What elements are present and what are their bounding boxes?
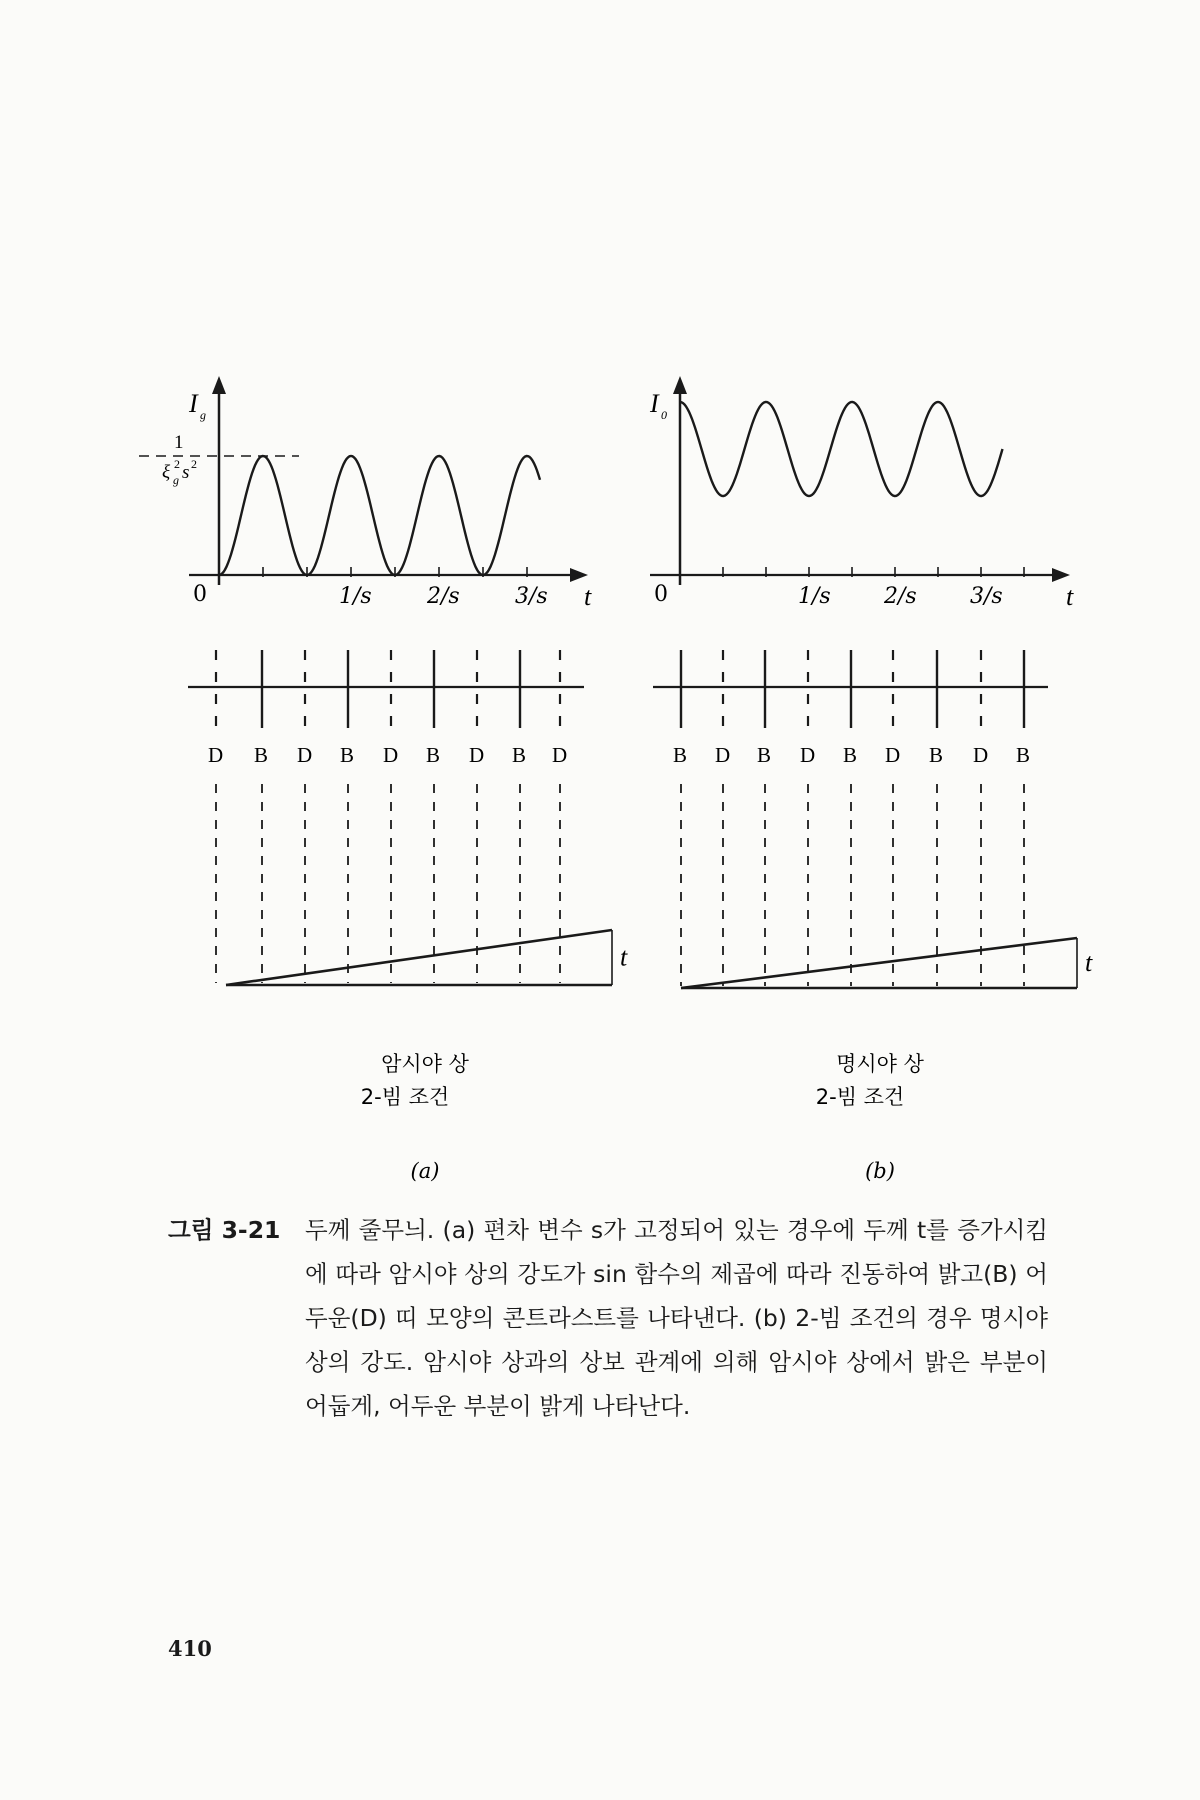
x-tick-label: 1/s bbox=[339, 584, 372, 609]
panel-title-line2: 2-빔 조건 bbox=[360, 1085, 450, 1109]
band-label: B bbox=[673, 743, 688, 767]
x-tick-label: 3/s bbox=[970, 584, 1003, 609]
y-axis-label-subscript: g bbox=[200, 408, 206, 422]
figure-caption bbox=[168, 1208, 1068, 1428]
y-axis-arrow bbox=[673, 376, 687, 394]
wedge-thickness-label: t bbox=[620, 942, 628, 972]
x-tick-label: 2/s bbox=[884, 584, 917, 609]
band-label: B bbox=[426, 743, 441, 767]
panel-title-line2: 2-빔 조건 bbox=[815, 1085, 905, 1109]
wedge-top bbox=[681, 938, 1077, 988]
band-label: D bbox=[208, 743, 224, 767]
panel-title-line1: 명시야 상 bbox=[836, 1052, 924, 1076]
band-label: D bbox=[800, 743, 816, 767]
origin-label: 0 bbox=[654, 582, 668, 607]
x-axis-label: t bbox=[584, 582, 592, 611]
panel-title-line1: 암시야 상 bbox=[381, 1052, 469, 1076]
figure-number: 그림 3-21 bbox=[168, 1216, 281, 1244]
peak-fraction-numerator: 1 bbox=[174, 432, 184, 453]
band-label: B bbox=[512, 743, 527, 767]
y-axis-label-subscript: 0 bbox=[661, 408, 667, 422]
x-axis-arrow bbox=[570, 568, 588, 582]
page-number: 410 bbox=[168, 1636, 212, 1661]
peak-fraction-superscript: 2 bbox=[174, 457, 180, 471]
panel-b bbox=[649, 376, 1093, 1183]
band-label: B bbox=[929, 743, 944, 767]
y-axis-label: I bbox=[650, 389, 659, 418]
caption-text: 두께 줄무늬. (a) 편차 변수 s가 고정되어 있는 경우에 두께 t를 증가시킴에 따라 암시야 상의 강도가 sin 함수의 제곱에 따라 진동하여 밝고(B) 어두운(D) 띠 모양의 콘트라스트를 나타낸다. (b) 2-빔 조건의 경우 명시야 상의 강도. 암시야 상과의 상보 관계에 의해 암시야 상에서 밝은 부분이 어둡게, 어두운 부분이 밝게 나타난다. bbox=[305, 1216, 1049, 1420]
band-label: D bbox=[552, 743, 568, 767]
intensity-curve bbox=[219, 456, 540, 575]
peak-fraction-s-superscript: 2 bbox=[191, 457, 197, 471]
panel-a bbox=[139, 376, 628, 1183]
band-label: B bbox=[757, 743, 772, 767]
y-axis-arrow bbox=[212, 376, 226, 394]
band-label: D bbox=[973, 743, 989, 767]
x-tick-label: 2/s bbox=[427, 584, 460, 609]
panel-letter: (a) bbox=[410, 1159, 440, 1183]
x-axis-label: t bbox=[1066, 582, 1074, 611]
peak-fraction-subscript: g bbox=[173, 473, 179, 487]
y-axis-label: I bbox=[189, 389, 198, 418]
peak-fraction-s: s bbox=[182, 462, 190, 483]
x-tick-label: 1/s bbox=[798, 584, 831, 609]
x-axis-arrow bbox=[1052, 568, 1070, 582]
intensity-curve bbox=[680, 402, 1003, 496]
band-label: B bbox=[340, 743, 355, 767]
band-label: D bbox=[469, 743, 485, 767]
band-label: D bbox=[715, 743, 731, 767]
band-label: D bbox=[297, 743, 313, 767]
band-label: B bbox=[1016, 743, 1031, 767]
band-label: B bbox=[254, 743, 269, 767]
wedge-thickness-label: t bbox=[1085, 948, 1093, 977]
wedge-top bbox=[226, 930, 612, 985]
band-label: D bbox=[885, 743, 901, 767]
origin-label: 0 bbox=[193, 582, 207, 607]
band-label: D bbox=[383, 743, 399, 767]
band-label: B bbox=[843, 743, 858, 767]
panel-letter: (b) bbox=[865, 1159, 895, 1183]
x-tick-label: 3/s bbox=[515, 584, 548, 609]
peak-fraction-denominator: ξ bbox=[162, 462, 171, 483]
